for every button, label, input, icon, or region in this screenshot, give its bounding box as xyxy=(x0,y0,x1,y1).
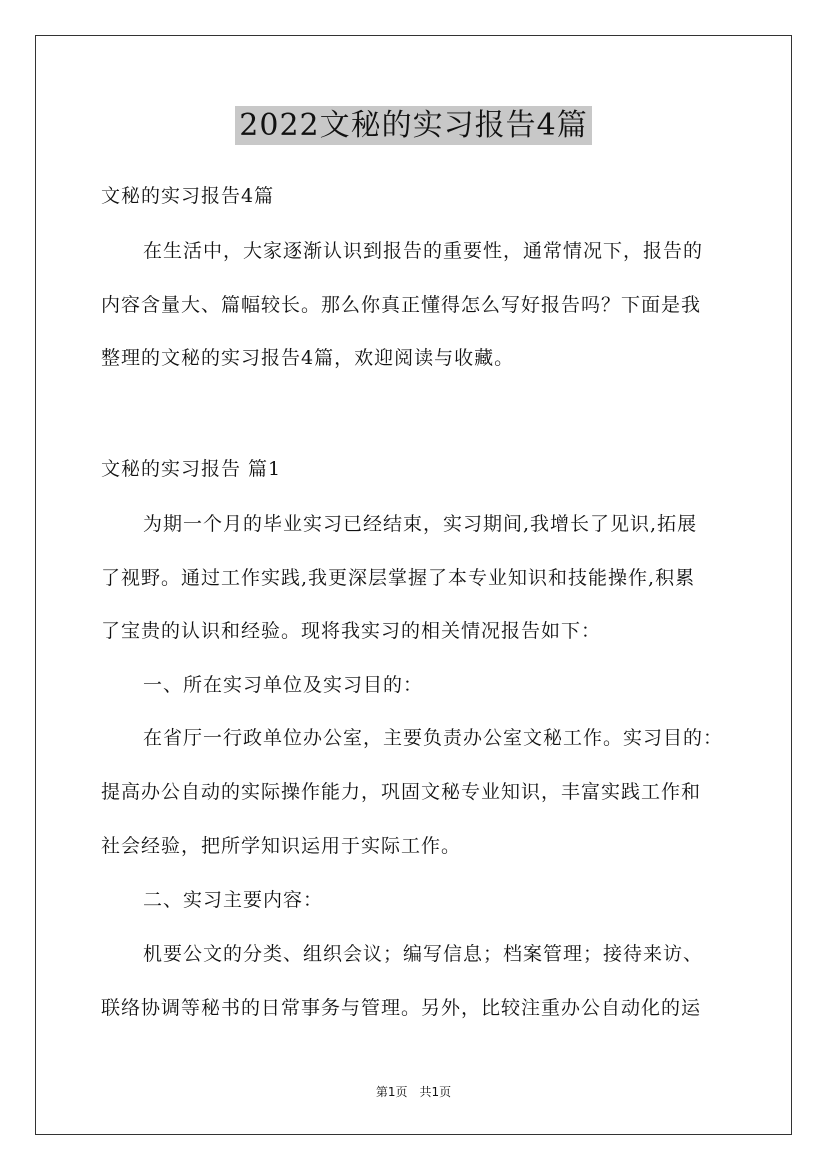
subheading-2: 二、实习主要内容： xyxy=(143,889,324,911)
intro-line-1: 在生活中，大家逐渐认识到报告的重要性，通常情况下，报告的 xyxy=(143,240,704,262)
body-line-3: 了宝贵的认识和经验。现将我实习的相关情况报告如下： xyxy=(101,620,602,642)
page-footer: 第1页 共1页 xyxy=(375,1085,452,1099)
intro-line-2: 内容含量大、篇幅较长。那么你真正懂得怎么写好报告吗？下面是我 xyxy=(101,294,702,316)
intro-line-3: 整理的文秘的实习报告4篇，欢迎阅读与收藏。 xyxy=(101,347,515,369)
body-line-2: 了视野。通过工作实践,我更深层掌握了本专业知识和技能操作,积累 xyxy=(101,567,696,589)
section-heading: 文秘的实习报告 篇1 xyxy=(101,458,282,480)
body-line-7: 机要公文的分类、组织会议；编写信息；档案管理；接待来访、 xyxy=(143,943,704,965)
document-title: 2022文秘的实习报告4篇 xyxy=(235,106,591,145)
body-line-6: 社会经验，把所学知识运用于实际工作。 xyxy=(101,835,462,857)
subheading-1: 一、所在实习单位及实习目的： xyxy=(143,674,424,696)
body-line-1: 为期一个月的毕业实习已经结束，实习期间,我增长了见识,拓展 xyxy=(143,513,698,535)
document-title-wrap xyxy=(0,100,827,144)
body-line-4: 在省厅一行政单位办公室，主要负责办公室文秘工作。实习目的： xyxy=(143,727,724,749)
body-line-5: 提高办公自动的实际操作能力，巩固文秘专业知识，丰富实践工作和 xyxy=(101,781,702,803)
subtitle-line: 文秘的实习报告4篇 xyxy=(101,185,275,207)
body-line-8: 联络协调等秘书的日常事务与管理。另外，比较注重办公自动化的运 xyxy=(101,997,702,1019)
